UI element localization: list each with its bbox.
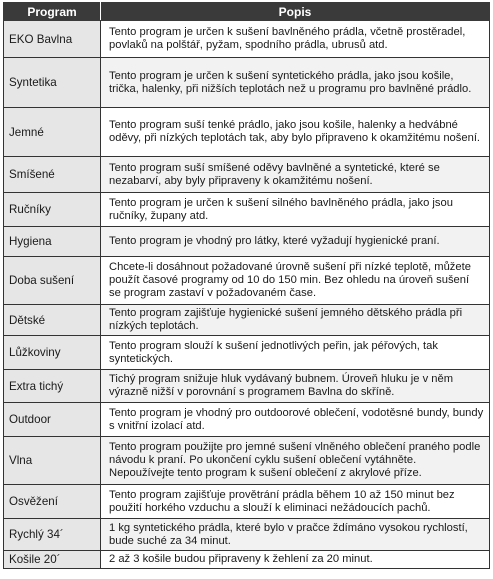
program-name: Vlna bbox=[4, 437, 101, 485]
header-popis: Popis bbox=[101, 3, 490, 21]
program-description: Tento program je vhodný pro outdoorové oblečení, vodotěsné bundy, bundy s vnitřní izolací atd. bbox=[101, 403, 490, 437]
program-description: Tento program suší tenké prádlo, jako jsou košile, halenky a hedvábné oděvy, při nízkých teplotách tak, aby bylo připraveno k okamžitému nošení. bbox=[101, 108, 490, 157]
program-name: Dětské bbox=[4, 305, 101, 336]
program-description: 1 kg syntetického prádla, které bylo v pračce ždímáno vysokou rychlostí, bude suché za 34 minut. bbox=[101, 519, 490, 551]
program-name: Osvěžení bbox=[4, 485, 101, 519]
program-description: Tento program je určen k sušení silného bavlněného prádla, jako jsou ručníky, župany atd. bbox=[101, 193, 490, 227]
program-name: Rychlý 34´ bbox=[4, 519, 101, 551]
table-header-row bbox=[4, 3, 490, 21]
program-name: Doba sušení bbox=[4, 257, 101, 305]
program-description: Tento program použijte pro jemné sušení vlněného oblečení praného podle návodu k praní. Po ukončení cyklu sušení oblečení vytáhněte. Nepoužívejte tento program k sušení oblečení z akrylové příze. bbox=[101, 437, 490, 485]
table-row bbox=[4, 437, 490, 485]
program-name: Smíšené bbox=[4, 157, 101, 193]
program-name: EKO Bavlna bbox=[4, 21, 101, 58]
table-row bbox=[4, 157, 490, 193]
header-program: Program bbox=[4, 3, 101, 21]
table-row bbox=[4, 257, 490, 305]
program-description: Tento program je určen k sušení syntetického prádla, jako jsou košile, trička, halenky, při nižších teplotách než u programu pro bavlněné prádlo. bbox=[101, 58, 490, 108]
program-description: Tento program suší smíšené oděvy bavlněné a syntetické, které se nezabarví, aby byly připraveny k okamžitému nošení. bbox=[101, 157, 490, 193]
table-row bbox=[4, 519, 490, 551]
program-name: Lůžkoviny bbox=[4, 336, 101, 370]
table-row bbox=[4, 193, 490, 227]
program-name: Ručníky bbox=[4, 193, 101, 227]
table-row bbox=[4, 485, 490, 519]
program-description: Tento program je určen k sušení bavlněného prádla, včetně prostěradel, povlaků na polštář, pyžam, spodního prádla, ubrusů atd. bbox=[101, 21, 490, 58]
table-row bbox=[4, 108, 490, 157]
program-description: Tento program zajišťuje hygienické sušení jemného dětského prádla při nízkých teplotách. bbox=[101, 305, 490, 336]
program-description: Tento program slouží k sušení jednotlivých peřin, jak péřových, tak syntetických. bbox=[101, 336, 490, 370]
program-description: 2 až 3 košile budou připraveny k žehlení za 20 minut. bbox=[101, 551, 490, 569]
program-description: Tento program je vhodný pro látky, které vyžadují hygienické praní. bbox=[101, 227, 490, 257]
program-description: Tento program zajišťuje provětrání prádla během 10 až 150 minut bez použití horkého vzduchu a slouží k eliminaci nežádoucích pachů. bbox=[101, 485, 490, 519]
table-row bbox=[4, 305, 490, 336]
table-row bbox=[4, 336, 490, 370]
program-name: Jemné bbox=[4, 108, 101, 157]
table-row bbox=[4, 227, 490, 257]
table-row bbox=[4, 551, 490, 569]
table-row bbox=[4, 403, 490, 437]
programs-table bbox=[3, 2, 490, 569]
table-row bbox=[4, 58, 490, 108]
program-description: Tichý program snižuje hluk vydávaný bubnem. Úroveň hluku je v něm výrazně nižší v porovnání s programem Bavlna do skříně. bbox=[101, 370, 490, 403]
table-row bbox=[4, 21, 490, 58]
program-name: Outdoor bbox=[4, 403, 101, 437]
document-page bbox=[3, 2, 489, 569]
table-row bbox=[4, 370, 490, 403]
program-name: Syntetika bbox=[4, 58, 101, 108]
program-name: Extra tichý bbox=[4, 370, 101, 403]
program-name: Košile 20´ bbox=[4, 551, 101, 569]
program-name: Hygiena bbox=[4, 227, 101, 257]
program-description: Chcete-li dosáhnout požadované úrovně sušení při nízké teplotě, můžete použít časové programy od 10 do 150 min. Bez ohledu na úroveň sušení se program zastaví v požadovaném čase. bbox=[101, 257, 490, 305]
